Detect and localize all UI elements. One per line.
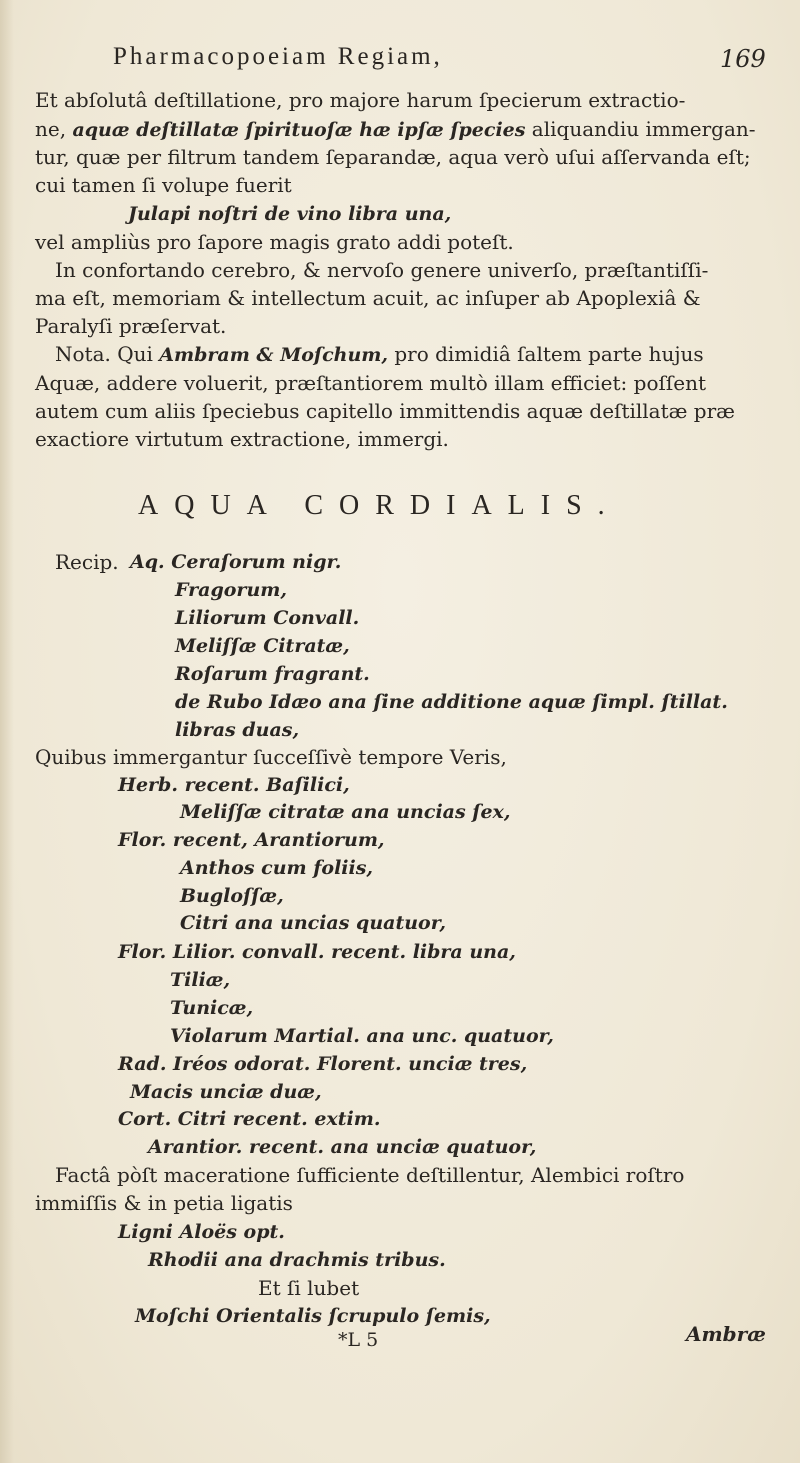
herb-line: Arantior. recent. ana unciæ quatuor,	[148, 1136, 537, 1158]
moschi-line: Moſchi Orientalis ſcrupulo ſemis,	[135, 1305, 491, 1327]
herb-line: Flor. Lilior. convall. recent. libra una,	[118, 941, 516, 963]
recipe-line: Aq. Ceraſorum nigr.	[130, 551, 342, 573]
herb-line: Citri ana uncias quatuor,	[180, 912, 446, 934]
facta-line: Factâ pòſt maceratione ſufficiente deſtillentur, Alembici roſtro	[55, 1163, 685, 1187]
recipe-line: Fragorum,	[175, 579, 287, 601]
running-title: Pharmacopoeiam Regiam,	[113, 43, 443, 70]
body-line-italic: Julapi noſtri de vino libra una,	[128, 203, 452, 225]
body-line: Et abſolutâ deſtillatione, pro majore harum ſpecierum extractio-	[35, 88, 686, 112]
recipe-line: Liliorum Convall.	[175, 607, 360, 629]
body-line: exactiore virtutum extractione, immergi.	[35, 427, 449, 451]
herb-line: Cort. Citri recent. extim.	[118, 1108, 381, 1130]
herb-line: Herb. recent. Baſilici,	[118, 774, 350, 796]
body-line: In confortando cerebro, & nervoſo genere univerſo, præſtantiſſi-	[55, 258, 709, 282]
herb-line: Flor. recent, Arantiorum,	[118, 829, 385, 851]
nota-line: Nota. Qui Ambram & Moſchum, pro dimidiâ ſaltem parte hujus	[55, 342, 704, 366]
herb-line: Violarum Martial. ana unc. quatuor,	[170, 1025, 554, 1047]
catchword: Ambræ	[686, 1322, 766, 1346]
recip-label: Recip.	[55, 550, 119, 574]
body-line: cui tamen ſi volupe fuerit	[35, 173, 292, 197]
herb-line: Meliſſæ citratæ ana uncias ſex,	[180, 801, 511, 823]
recipe-line: Meliſſæ Citratæ,	[175, 635, 350, 657]
herb-line: Anthos cum foliis,	[180, 857, 374, 879]
body-line: tur, quæ per filtrum tandem ſeparandæ, aqua verò uſui aſſervanda eſt;	[35, 145, 751, 169]
rhodii-line: Rhodii ana drachmis tribus.	[148, 1249, 446, 1271]
signature-mark: *L 5	[338, 1329, 379, 1351]
herb-line: Tiliæ,	[170, 969, 231, 991]
herb-line: Rad. Iréos odorat. Florent. unciæ tres,	[118, 1053, 528, 1075]
body-line: Aquæ, addere voluerit, præſtantiorem multò illam efficiet: poſſent	[35, 371, 707, 395]
body-line: autem cum aliis ſpeciebus capitello immittendis aquæ deſtillatæ præ	[35, 399, 735, 423]
herb-line: Tunicæ,	[170, 997, 254, 1019]
body-line: vel ampliùs pro ſapore magis grato addi poteſt.	[35, 230, 514, 254]
recipe-line: Roſarum fragrant.	[175, 663, 370, 685]
immissis-line: immiſſis & in petia ligatis	[35, 1191, 293, 1215]
page-number: 169	[720, 45, 766, 73]
ligni-line: Ligni Aloës opt.	[118, 1221, 285, 1243]
et-line: Et ſi lubet	[258, 1276, 360, 1300]
body-line: ne, aquæ deſtillatæ ſpirituoſæ hæ ipſæ ſpecies aliquandiu immergan-	[35, 117, 756, 141]
page-edge-shadow	[0, 0, 14, 1463]
herb-line: Macis unciæ duæ,	[130, 1081, 322, 1103]
section-title: AQUA CORDIALIS.	[138, 490, 621, 521]
quibus-line: Quibus immergantur ſucceſſivè tempore Veris,	[35, 745, 507, 769]
body-line: Paralyſi præſervat.	[35, 314, 227, 338]
herb-line: Bugloſſæ,	[180, 885, 284, 907]
body-line: ma eſt, memoriam & intellectum acuit, ac inſuper ab Apoplexiâ &	[35, 286, 701, 310]
recipe-line: de Rubo Idæo ana ſine additione aquæ ſimpl. ſtillat.	[175, 691, 728, 713]
recipe-line: libras duas,	[175, 719, 300, 741]
